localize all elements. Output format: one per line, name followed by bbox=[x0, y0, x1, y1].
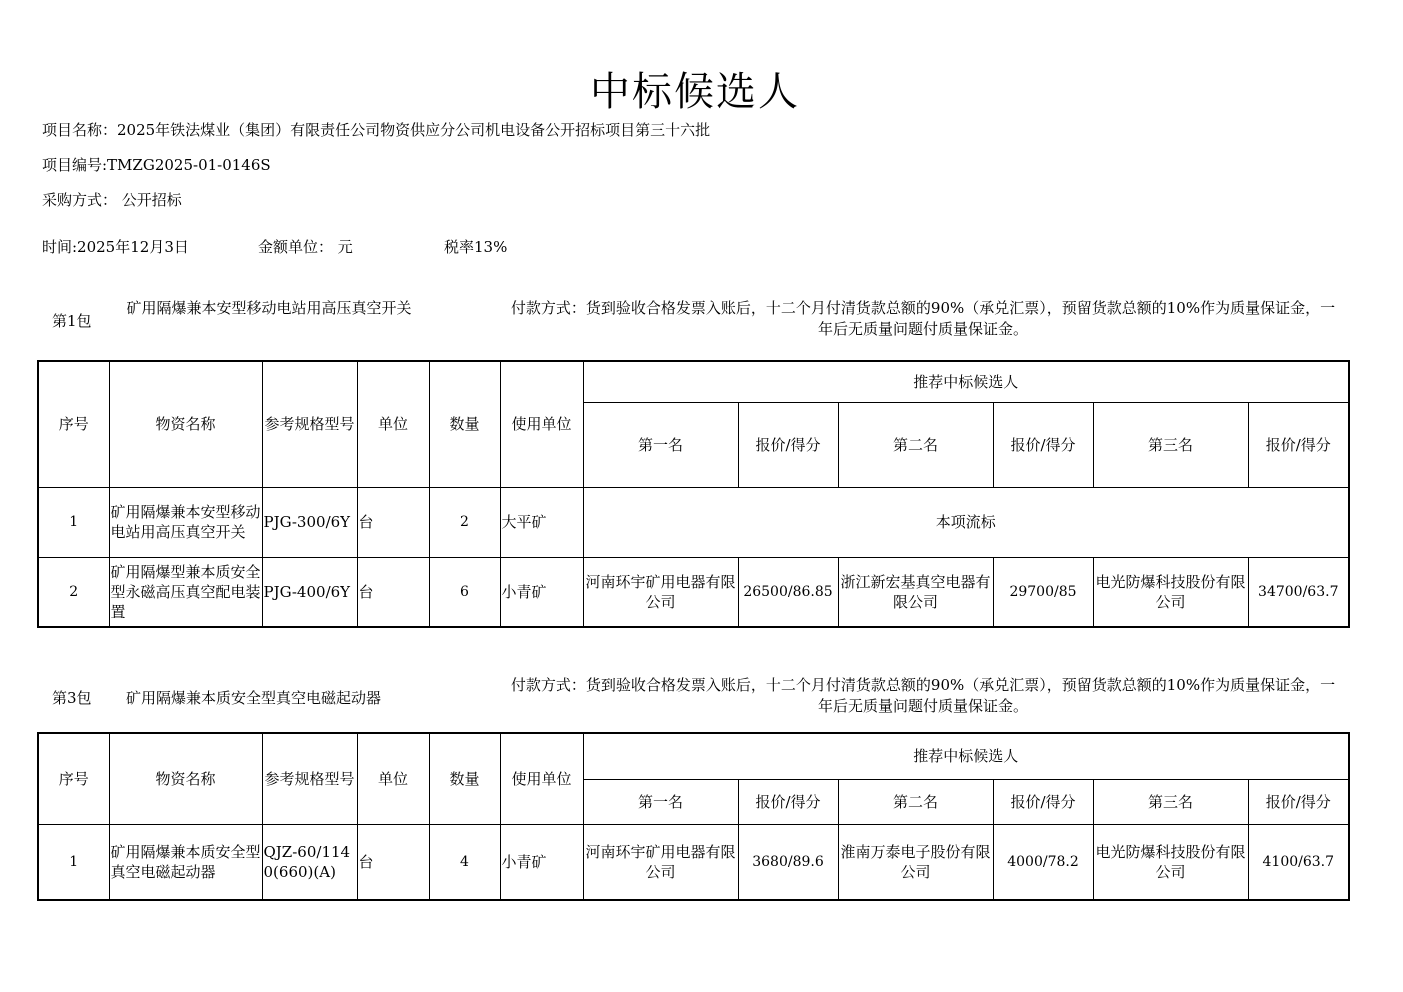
row-spec: PJG-400/6Y bbox=[262, 557, 357, 627]
project-name: 项目名称：2025年铁法煤业（集团）有限责任公司物资供应分公司机电设备公开招标项目第三十六批 bbox=[42, 121, 711, 139]
row-unit: 台 bbox=[357, 487, 429, 557]
package-name: 矿用隔爆兼本安型移动电站用高压真空开关 bbox=[126, 299, 412, 317]
row-unit: 台 bbox=[357, 824, 429, 900]
payment-terms: 付款方式：货到验收合格发票入账后，十二个月付清货款总额的90%（承兑汇票），预留货款总额的10%作为质量保证金，一年后无质量问题付质量保证金。 bbox=[510, 676, 1336, 715]
procurement-method: 采购方式： 公开招标 bbox=[42, 191, 182, 209]
header-seq: 序号 bbox=[38, 361, 109, 487]
header-user-unit: 使用单位 bbox=[500, 733, 583, 824]
row-first-candidate: 河南环宇矿用电器有限公司 bbox=[583, 557, 738, 627]
bid-table-package-1 bbox=[37, 360, 1350, 628]
package-label: 第1包 bbox=[52, 312, 92, 330]
table-row bbox=[38, 557, 1349, 627]
row-user-unit: 小青矿 bbox=[500, 557, 583, 627]
row-material-name: 矿用隔爆兼本质安全型真空电磁起动器 bbox=[109, 824, 262, 900]
row-quantity: 6 bbox=[429, 557, 500, 627]
row-seq: 1 bbox=[38, 824, 109, 900]
header-price-score: 报价/得分 bbox=[993, 402, 1093, 487]
row-second-candidate: 淮南万泰电子股份有限公司 bbox=[838, 824, 993, 900]
row-second-price: 4000/78.2 bbox=[993, 824, 1093, 900]
row-quantity: 2 bbox=[429, 487, 500, 557]
header-recommended-candidates: 推荐中标候选人 bbox=[583, 361, 1349, 402]
header-third: 第三名 bbox=[1093, 402, 1248, 487]
header-first: 第一名 bbox=[583, 402, 738, 487]
row-first-candidate: 河南环宇矿用电器有限公司 bbox=[583, 824, 738, 900]
header-quantity: 数量 bbox=[429, 733, 500, 824]
header-price-score: 报价/得分 bbox=[738, 402, 838, 487]
row-material-name: 矿用隔爆兼本安型移动电站用高压真空开关 bbox=[109, 487, 262, 557]
header-unit: 单位 bbox=[357, 361, 429, 487]
header-price-score: 报价/得分 bbox=[1248, 402, 1349, 487]
row-material-name: 矿用隔爆型兼本质安全型永磁高压真空配电装置 bbox=[109, 557, 262, 627]
header-user-unit: 使用单位 bbox=[500, 361, 583, 487]
row-first-price: 26500/86.85 bbox=[738, 557, 838, 627]
row-second-candidate: 浙江新宏基真空电器有限公司 bbox=[838, 557, 993, 627]
row-failed-bid-note: 本项流标 bbox=[583, 487, 1349, 557]
header-quantity: 数量 bbox=[429, 361, 500, 487]
row-third-price: 34700/63.7 bbox=[1248, 557, 1349, 627]
row-unit: 台 bbox=[357, 557, 429, 627]
row-user-unit: 小青矿 bbox=[500, 824, 583, 900]
header-price-score: 报价/得分 bbox=[993, 779, 1093, 824]
row-third-candidate: 电光防爆科技股份有限公司 bbox=[1093, 557, 1248, 627]
row-first-price: 3680/89.6 bbox=[738, 824, 838, 900]
row-seq: 1 bbox=[38, 487, 109, 557]
payment-terms: 付款方式：货到验收合格发票入账后，十二个月付清货款总额的90%（承兑汇票），预留货款总额的10%作为质量保证金，一年后无质量问题付质量保证金。 bbox=[510, 299, 1336, 338]
row-user-unit: 大平矿 bbox=[500, 487, 583, 557]
tax-rate: 税率13% bbox=[444, 238, 508, 256]
header-seq: 序号 bbox=[38, 733, 109, 824]
row-seq: 2 bbox=[38, 557, 109, 627]
header-price-score: 报价/得分 bbox=[738, 779, 838, 824]
header-second: 第二名 bbox=[838, 402, 993, 487]
row-quantity: 4 bbox=[429, 824, 500, 900]
header-third: 第三名 bbox=[1093, 779, 1248, 824]
table-row bbox=[38, 487, 1349, 557]
package-label: 第3包 bbox=[52, 689, 92, 707]
header-spec: 参考规格型号 bbox=[262, 361, 357, 487]
page-title: 中标候选人 bbox=[590, 69, 800, 115]
project-number: 项目编号:TMZG2025-01-0146S bbox=[42, 156, 271, 174]
header-unit: 单位 bbox=[357, 733, 429, 824]
header-first: 第一名 bbox=[583, 779, 738, 824]
row-spec: QJZ-60/1140(660)(A) bbox=[262, 824, 357, 900]
header-material-name: 物资名称 bbox=[109, 361, 262, 487]
currency-unit: 金额单位： 元 bbox=[258, 238, 353, 256]
bid-table-package-3 bbox=[37, 732, 1350, 901]
row-spec: PJG-300/6Y bbox=[262, 487, 357, 557]
row-third-price: 4100/63.7 bbox=[1248, 824, 1349, 900]
header-recommended-candidates: 推荐中标候选人 bbox=[583, 733, 1349, 779]
package-name: 矿用隔爆兼本质安全型真空电磁起动器 bbox=[126, 689, 382, 707]
header-second: 第二名 bbox=[838, 779, 993, 824]
date: 时间:2025年12月3日 bbox=[42, 238, 189, 256]
row-third-candidate: 电光防爆科技股份有限公司 bbox=[1093, 824, 1248, 900]
table-row bbox=[38, 824, 1349, 900]
header-material-name: 物资名称 bbox=[109, 733, 262, 824]
header-spec: 参考规格型号 bbox=[262, 733, 357, 824]
row-second-price: 29700/85 bbox=[993, 557, 1093, 627]
header-price-score: 报价/得分 bbox=[1248, 779, 1349, 824]
